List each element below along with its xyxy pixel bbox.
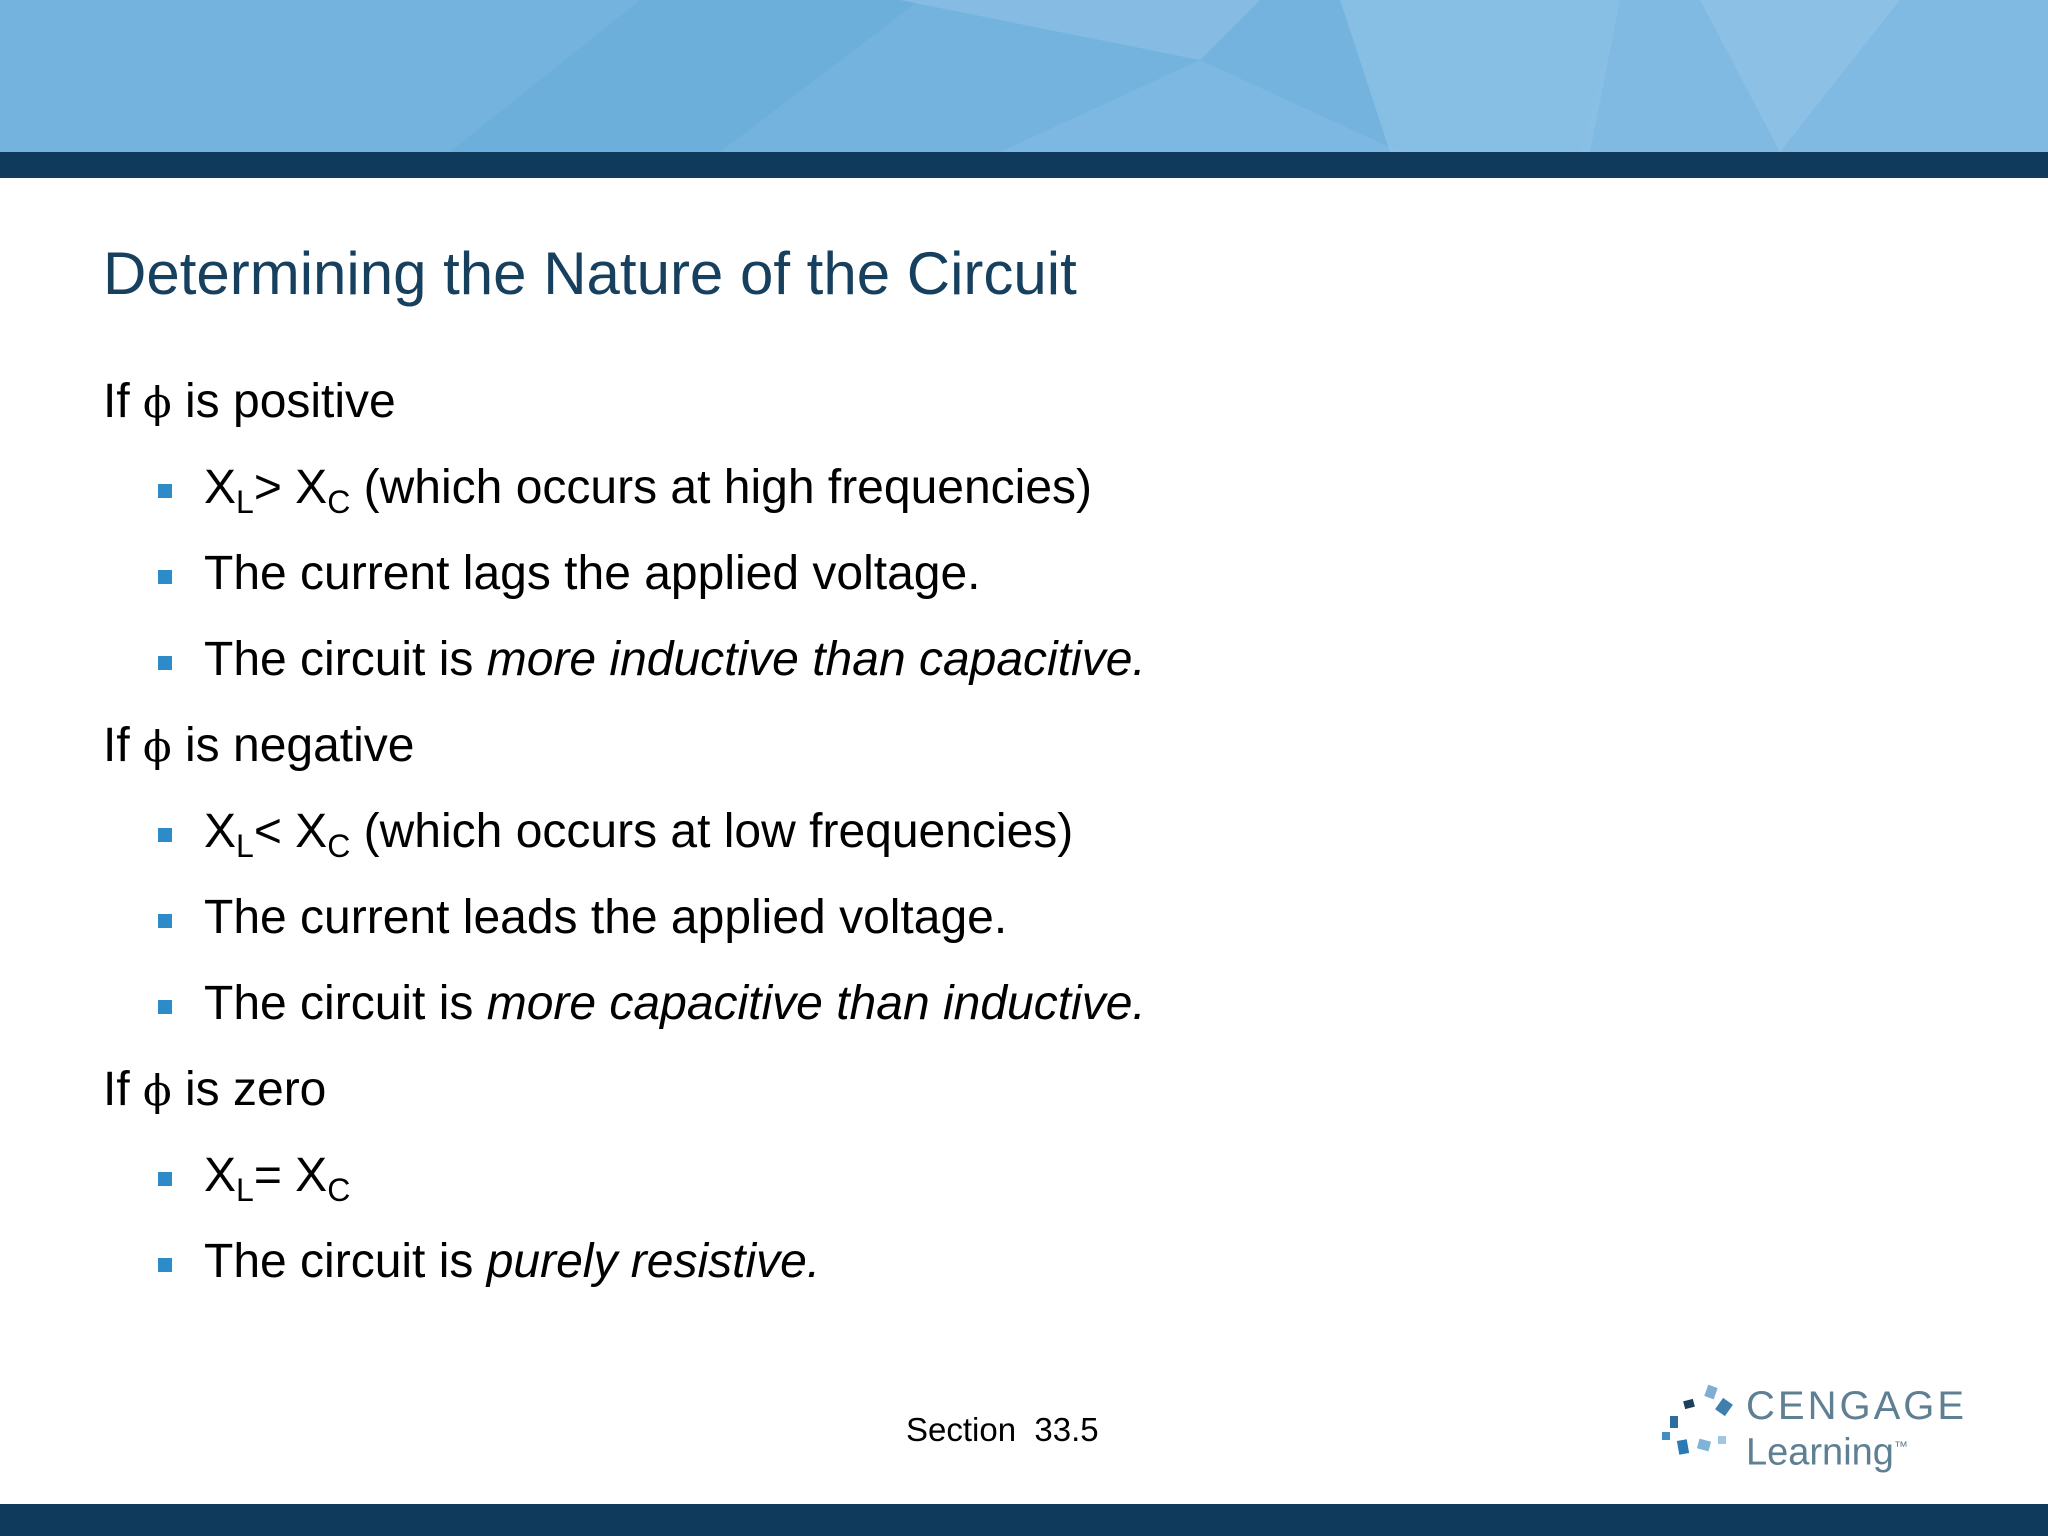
list-item: $X_L= X_C$ (103, 1140, 1803, 1226)
logo-wordmark-top: CENGAGE (1746, 1384, 1968, 1428)
condition-heading-positive: If ϕ is positive (103, 375, 396, 428)
bullet-icon (158, 828, 172, 842)
bullet-icon (158, 914, 172, 928)
bullet-icon (158, 656, 172, 670)
list-item: The current leads the applied voltage. (103, 882, 1803, 968)
banner-decoration (0, 0, 2048, 152)
slide-title: Determining the Nature of the Circuit (103, 240, 1077, 307)
cengage-logo (1662, 1382, 1968, 1474)
bullet-icon (158, 1000, 172, 1014)
condition-heading-zero: If ϕ is zero (103, 1063, 327, 1116)
bullet-icon (158, 1172, 172, 1186)
bullet-icon (158, 1258, 172, 1272)
trademark-mark: ™ (1893, 1438, 1908, 1454)
cengage-mark-icon (1662, 1382, 1742, 1472)
bullet-icon (158, 570, 172, 584)
phi-symbol: ϕ (143, 378, 172, 427)
phi-symbol: ϕ (143, 722, 172, 771)
header-rule (0, 152, 2048, 178)
footer-rule (0, 1504, 2048, 1536)
phi-symbol: ϕ (143, 1066, 172, 1115)
logo-wordmark-bottom: Learning™ (1746, 1431, 1908, 1474)
list-item: The circuit is more capacitive than inductive. (103, 968, 1803, 1054)
list-item: The circuit is purely resistive. (103, 1226, 1803, 1312)
list-item: The circuit is more inductive than capacitive. (103, 624, 1803, 710)
slide-body (103, 366, 1803, 1312)
bullet-icon (158, 484, 172, 498)
list-item: The current lags the applied voltage. (103, 538, 1803, 624)
section-label: Section 33.5 (906, 1411, 1099, 1448)
list-item: $X_L> X_C$ (which occurs at high frequencies) (103, 452, 1803, 538)
header-banner (0, 0, 2048, 152)
list-item: $X_L< X_C$ (which occurs at low frequencies) (103, 796, 1803, 882)
condition-heading-negative: If ϕ is negative (103, 719, 415, 772)
